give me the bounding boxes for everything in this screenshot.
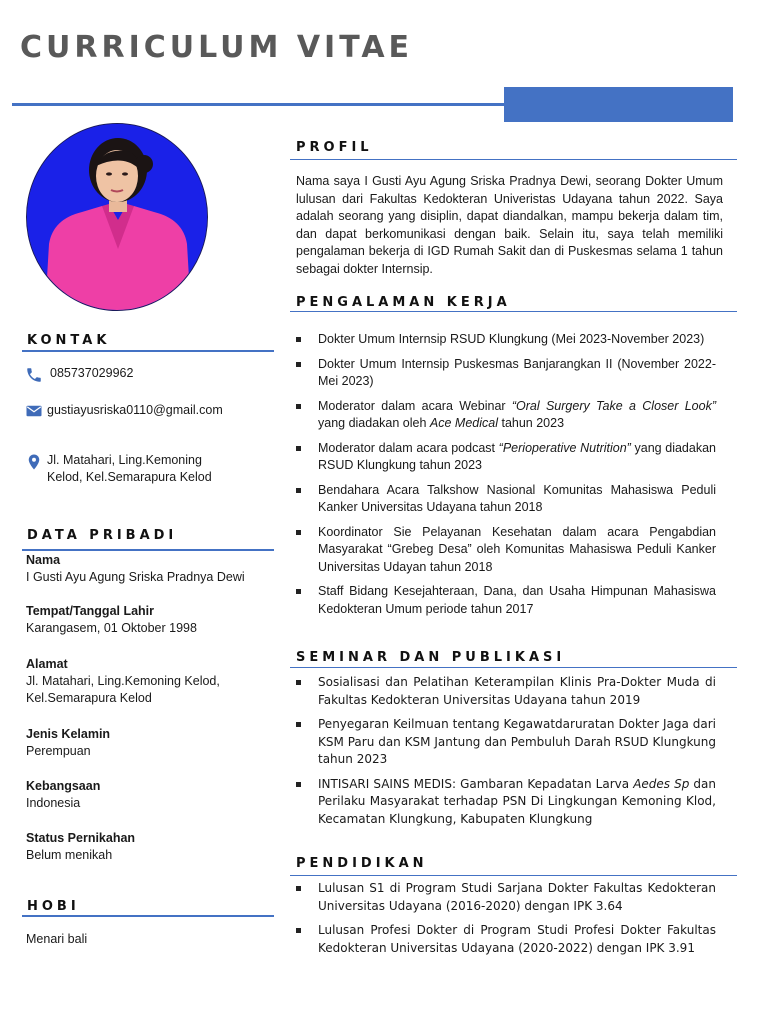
field-value: Belum menikah [26, 848, 113, 862]
bullet-icon [296, 722, 301, 727]
section-rule-pendidikan [290, 875, 737, 876]
bullet-icon [296, 680, 301, 685]
profil-text: Nama saya I Gusti Ayu Agung Sriska Pradnya Dewi, seorang Dokter Umum lulusan dari Fakultas Kedokteran Univeristas Udayana tahun 2022. Saya adalah seorang yang disiplin, dapat diandalkan, mampu bekerja dalam tim, dan dapat berkomunikasi dengan baik. Selain itu, saya telah memiliki pengalaman bekerja di IGD Rumah Sakit dan di Puskesmas selama 1 tahun sebagai dokter Internsip. [296, 174, 723, 276]
section-title-hobi: HOBI [27, 899, 80, 914]
section-rule-profil [290, 159, 737, 160]
seminar-item: Sosialisasi dan Pelatihan Keterampilan Klinis Pra-Dokter Muda di Fakultas Kedokteran Universitas Udayana tahun 2019 [296, 674, 716, 709]
field-label: Jenis Kelamin [26, 727, 111, 741]
bullet-icon [296, 404, 301, 409]
section-rule-data-pribadi [22, 549, 274, 551]
bullet-icon [296, 446, 301, 451]
page-title: CURRICULUM VITAE [20, 30, 414, 65]
personal-alamat [26, 656, 220, 707]
mail-icon [25, 402, 43, 420]
section-rule-hobi [22, 915, 274, 917]
profile-photo [26, 123, 208, 311]
bullet-icon [296, 530, 301, 535]
pengalaman-item: Moderator dalam acara podcast “Perioperative Nutrition” yang diadakan RSUD Klungkung tahun 2023 [296, 440, 716, 475]
seminar-item: Penyegaran Keilmuan tentang Kegawatdaruratan Dokter Jaga dari KSM Paru dan KSM Jantung dan Pembuluh Darah RSUD Klungkung tahun 2023 [296, 716, 716, 769]
pengalaman-item: Dokter Umum Internsip Puskesmas Banjarangkan II (November 2022-Mei 2023) [296, 356, 716, 391]
seminar-item: INTISARI SAINS MEDIS: Gambaran Kepadatan Larva Aedes Sp dan Perilaku Masyarakat terhadap PSN Di Lingkungan Kemoning Klod, Kecamatan Klungkung, Kabupaten Klungkung [296, 776, 716, 829]
bullet-icon [296, 782, 301, 787]
field-label: Alamat [26, 657, 68, 671]
pendidikan-list [296, 880, 716, 964]
map-pin-icon [25, 452, 43, 472]
section-title-data-pribadi: DATA PRIBADI [27, 528, 178, 543]
pengalaman-item: Koordinator Sie Pelayanan Kesehatan dalam acara Pengabdian Masyarakat “Grebeg Desa” oleh Komunitas Mahasiswa Peduli Kanker Universitas Udayan tahun 2018 [296, 524, 716, 577]
field-value: Indonesia [26, 796, 81, 810]
section-rule-kontak [22, 350, 274, 352]
seminar-list [296, 674, 716, 835]
pengalaman-item: Dokter Umum Internsip RSUD Klungkung (Mei 2023-November 2023) [296, 331, 716, 349]
header-rule [12, 103, 504, 106]
section-title-seminar: SEMINAR DAN PUBLIKASI [296, 650, 566, 665]
section-title-kontak: KONTAK [27, 333, 111, 348]
phone-icon [25, 366, 43, 384]
field-value: Perempuan [26, 744, 91, 758]
field-value: Kel.Semarapura Kelod [26, 691, 152, 705]
field-value: Jl. Matahari, Ling.Kemoning Kelod, [26, 674, 220, 688]
personal-ttl [26, 603, 197, 637]
field-label: Status Pernikahan [26, 831, 136, 845]
section-rule-pengalaman [290, 311, 737, 312]
bullet-icon [296, 886, 301, 891]
contact-address-line: Jl. Matahari, Ling.Kemoning [47, 453, 202, 467]
bullet-icon [296, 488, 301, 493]
bullet-icon [296, 589, 301, 594]
pengalaman-item: Bendahara Acara Talkshow Nasional Komunitas Mahasiswa Peduli Kanker Universitas Udayana tahun 2018 [296, 482, 716, 517]
contact-address [47, 452, 212, 486]
contact-address-line: Kelod, Kel.Semarapura Kelod [47, 470, 212, 484]
section-rule-seminar [290, 667, 737, 668]
section-title-pengalaman: PENGALAMAN KERJA [296, 295, 511, 310]
pengalaman-item: Staff Bidang Kesejahteraan, Dana, dan Usaha Himpunan Mahasiswa Kedokteran Umum periode tahun 2017 [296, 583, 716, 618]
field-label: Kebangsaan [26, 779, 101, 793]
bullet-icon [296, 337, 301, 342]
contact-email[interactable]: gustiayusriska0110@gmail.com [47, 403, 223, 417]
field-label: Nama [26, 553, 61, 567]
field-value: I Gusti Ayu Agung Sriska Pradnya Dewi [26, 570, 245, 584]
bullet-icon [296, 928, 301, 933]
personal-nama [26, 552, 245, 586]
hobi-value: Menari bali [26, 932, 88, 946]
profile-photo-illustration [27, 124, 208, 311]
field-label: Tempat/Tanggal Lahir [26, 604, 155, 618]
header-accent-block [504, 87, 733, 122]
section-title-profil: PROFIL [296, 140, 373, 155]
contact-phone: 085737029962 [50, 366, 134, 380]
field-value: Karangasem, 01 Oktober 1998 [26, 621, 197, 635]
pengalaman-item: Moderator dalam acara Webinar “Oral Surgery Take a Closer Look” yang diadakan oleh Ace Medical tahun 2023 [296, 398, 716, 433]
section-title-pendidikan: PENDIDIKAN [296, 856, 428, 871]
bullet-icon [296, 362, 301, 367]
pengalaman-list [296, 331, 716, 625]
personal-status [26, 830, 135, 864]
pendidikan-item: Lulusan Profesi Dokter di Program Studi Profesi Dokter Fakultas Kedokteran Universitas Udayana (2020-2022) dengan IPK 3.91 [296, 922, 716, 957]
personal-kebangsaan [26, 778, 100, 812]
personal-jenis-kelamin [26, 726, 110, 760]
pendidikan-item: Lulusan S1 di Program Studi Sarjana Dokter Fakultas Kedokteran Universitas Udayana (2016-2020) dengan IPK 3.64 [296, 880, 716, 915]
